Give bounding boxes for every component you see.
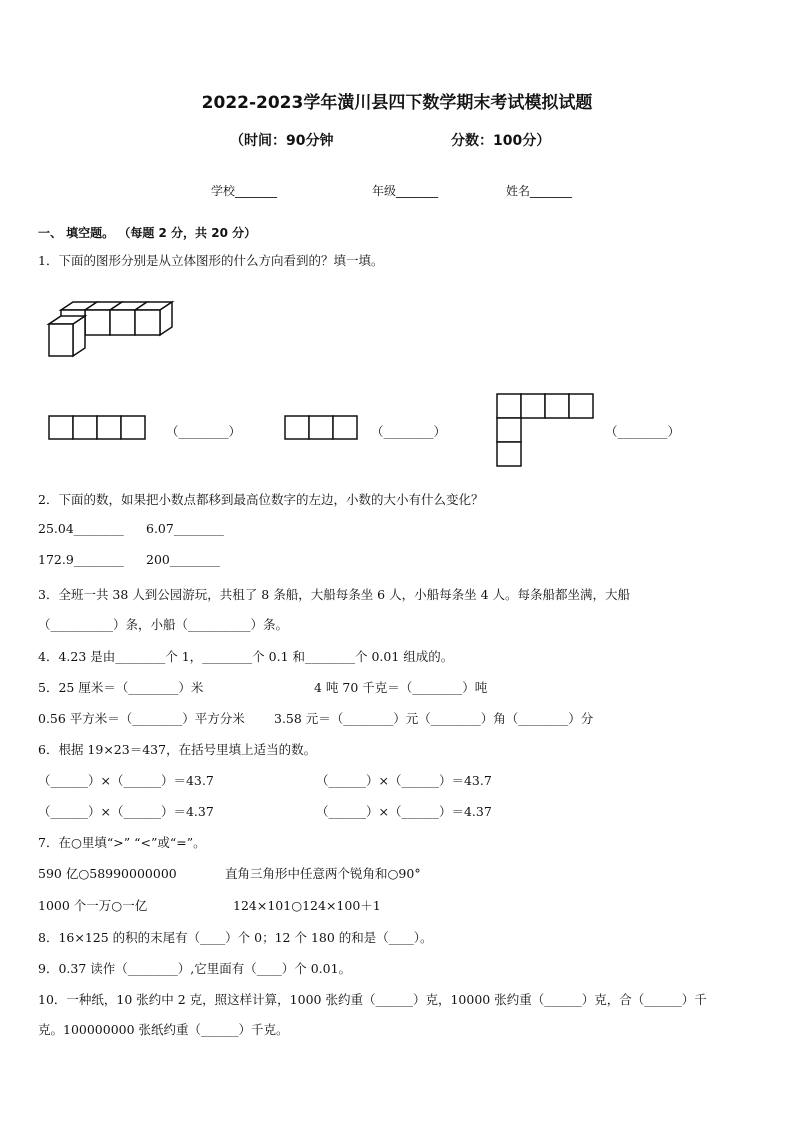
section-heading: 一、 填空题。 （每题 2 分，共 20 分）	[38, 226, 257, 240]
q6-item-b[interactable]: （______）×（______）＝43.7	[316, 773, 492, 788]
q2-item-b[interactable]: 6.07________	[146, 521, 224, 536]
q6-item-a[interactable]: （______）×（______）＝43.7	[38, 773, 214, 788]
question-4[interactable]: 4．4.23 是由________个 1，________个 0.1 和________个 0.01 组成的。	[38, 649, 454, 664]
name-field: 姓名_______	[506, 184, 573, 198]
q5-item-d[interactable]: 3.58 元＝（________）元（________）角（________）分	[274, 711, 594, 726]
grade-field: 年级_______	[372, 184, 439, 198]
answer-view-b[interactable]: （________）	[371, 424, 447, 439]
q6-item-d[interactable]: （______）×（______）＝4.37	[316, 804, 492, 819]
view-l-shape	[0, 0, 600, 470]
q2-item-a[interactable]: 25.04________	[38, 521, 124, 536]
question-6: 6．根据 19×23＝437，在括号里填上适当的数。	[38, 742, 317, 757]
question-7: 7．在○里填“>” “<”或“=”。	[38, 835, 206, 850]
question-3: 3．全班一共 38 人到公园游玩，共租了 8 条船，大船每条坐 6 人，小船每条坐 4 人。每条船都坐满，大船	[38, 587, 631, 602]
page-title: 2022-2023学年潢川县四下数学期末考试模拟试题	[201, 93, 593, 113]
q6-item-c[interactable]: （______）×（______）＝4.37	[38, 804, 214, 819]
answer-view-c[interactable]: （________）	[605, 424, 681, 439]
question-9[interactable]: 9．0.37 读作（________）,它里面有（____）个 0.01。	[38, 961, 352, 976]
q2-item-d[interactable]: 200________	[146, 552, 220, 567]
q2-item-c[interactable]: 172.9________	[38, 552, 124, 567]
question-1: 1．下面的图形分别是从立体图形的什么方向看到的？填一填。	[38, 253, 384, 268]
exam-time: （时间：90分钟	[230, 133, 334, 149]
school-field: 学校_______	[211, 184, 278, 198]
q7-item-c[interactable]: 1000 个一万○一亿	[38, 898, 148, 913]
answer-view-a[interactable]: （________）	[166, 424, 242, 439]
exam-score: 分数：100分）	[451, 133, 551, 149]
q7-item-b[interactable]: 直角三角形中任意两个锐角和○90°	[225, 866, 421, 881]
question-3-blanks[interactable]: （__________）条，小船（__________）条。	[38, 617, 289, 632]
q7-item-a[interactable]: 590 亿○58990000000	[38, 866, 177, 881]
question-10[interactable]: 10．一种纸，10 张约中 2 克，照这样计算，1000 张约重（______）克，10000 张约重（______）克，合（______）千	[38, 992, 707, 1007]
q7-item-d[interactable]: 124×101○124×100＋1	[233, 898, 381, 913]
q5-item-b[interactable]: 4 吨 70 千克＝（________）吨	[314, 680, 488, 695]
question-8[interactable]: 8．16×125 的积的末尾有（____）个 0；12 个 180 的和是（____）。	[38, 930, 433, 945]
question-10-cont[interactable]: 克。100000000 张纸约重（______）千克。	[38, 1022, 289, 1037]
question-2: 2．下面的数，如果把小数点都移到最高位数字的左边，小数的大小有什么变化？	[38, 492, 484, 507]
q5-item-c[interactable]: 0.56 平方米＝（________）平方分米	[38, 711, 245, 726]
q5-item-a[interactable]: 5．25 厘米＝（________）米	[38, 680, 204, 695]
